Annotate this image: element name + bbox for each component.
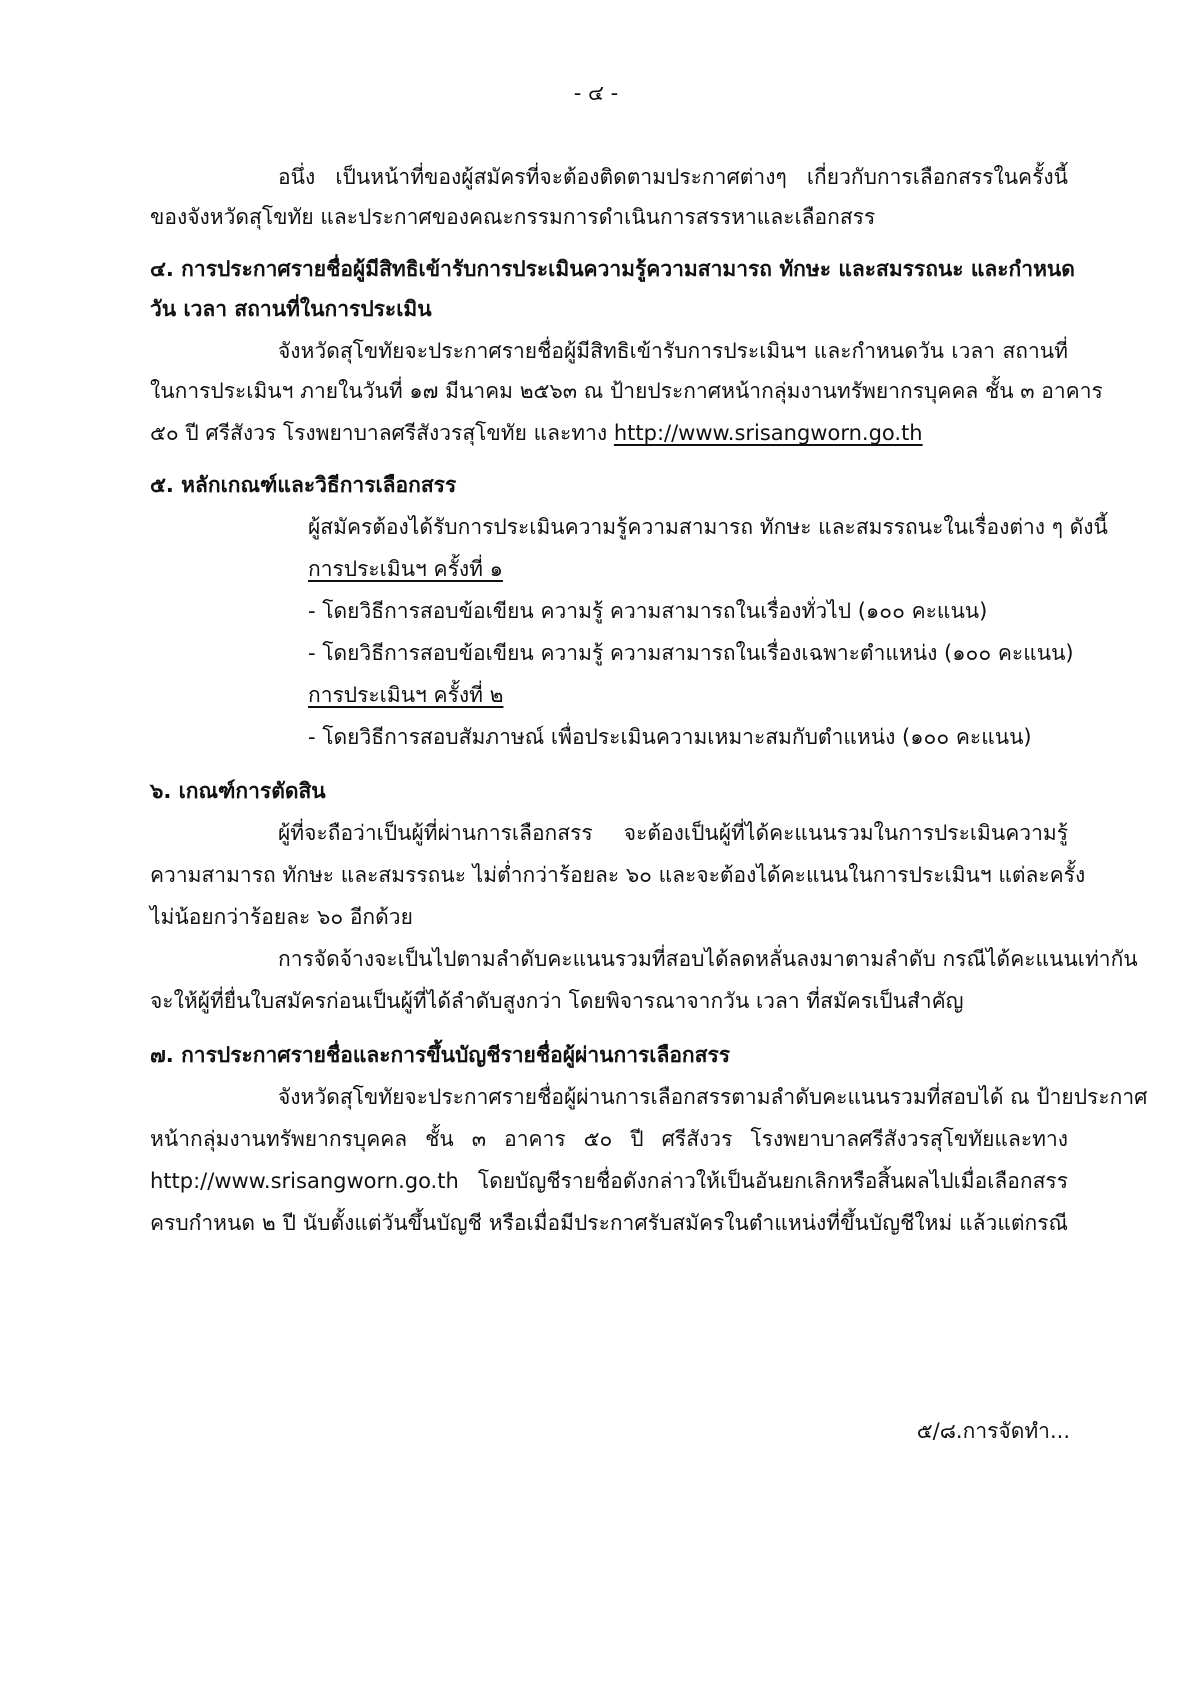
section7-line-3: http://www.srisangworn.go.th โดยบัญชีรายชื่อดังกล่าวให้เป็นอันยกเลิกหรือสิ้นผลไปเมื่อเลือกสรร — [150, 1169, 1068, 1193]
section4-heading-line-2: วัน เวลา สถานที่ในการประเมิน — [150, 297, 432, 321]
intro-line-1: อนึ่ง เป็นหน้าที่ของผู้สมัครที่จะต้องติดตามประกาศต่างๆ เกี่ยวกับการเลือกสรรในครั้งนี้ — [278, 165, 1068, 189]
section6-p2-line-2: จะให้ผู้ที่ยื่นใบสมัครก่อนเป็นผู้ที่ได้ลำดับสูงกว่า โดยพิจารณาจากวัน เวลา ที่สมัครเป็นสำคัญ — [150, 989, 964, 1013]
section5-round1-item-1: - โดยวิธีการสอบข้อเขียน ความรู้ ความสามารถในเรื่องทั่วไป (๑๐๐ คะแนน) — [308, 599, 988, 623]
section4-body-line-2: ในการประเมินฯ ภายในวันที่ ๑๗ มีนาคม ๒๕๖๓ ณ ป้ายประกาศหน้ากลุ่มงานทรัพยากรบุคคล ชั้น ๓ อาคาร — [150, 379, 1103, 403]
section6-heading: ๖. เกณฑ์การตัดสิน — [150, 779, 326, 803]
continuation-marker: ๕/๘.การจัดทำ... — [916, 1419, 1070, 1443]
section7-line-1: จังหวัดสุโขทัยจะประกาศรายชื่อผู้ผ่านการเลือกสรรตามลำดับคะแนนรวมที่สอบได้ ณ ป้ายประกาศ — [278, 1085, 1148, 1109]
section6-p1-line-3: ไม่น้อยกว่าร้อยละ ๖๐ อีกด้วย — [150, 905, 413, 929]
section5-heading: ๕. หลักเกณฑ์และวิธีการเลือกสรร — [150, 473, 457, 497]
intro-line-2: ของจังหวัดสุโขทัย และประกาศของคณะกรรมการดำเนินการสรรหาและเลือกสรร — [150, 205, 876, 229]
section6-p1-line-2: ความสามารถ ทักษะ และสมรรถนะ ไม่ต่ำกว่าร้อยละ ๖๐ และจะต้องได้คะแนนในการประเมินฯ แต่ละครั้ง — [150, 863, 1086, 887]
section7-line-2: หน้ากลุ่มงานทรัพยากรบุคคล ชั้น ๓ อาคาร ๕๐ ปี ศรีสังวร โรงพยาบาลศรีสังวรสุโขทัยและทาง — [150, 1127, 1068, 1151]
section4-heading-line-1: ๔. การประกาศรายชื่อผู้มีสิทธิเข้ารับการประเมินความรู้ความสามารถ ทักษะ และสมรรถนะ และกำหนด — [150, 257, 1075, 281]
section4-body-line-3 — [150, 418, 1068, 448]
section4-body-line-3-text: ๕๐ ปี ศรีสังวร โรงพยาบาลศรีสังวรสุโขทัย และทาง — [150, 421, 614, 445]
section6-p1-line-1: ผู้ที่จะถือว่าเป็นผู้ที่ผ่านการเลือกสรร จะต้องเป็นผู้ที่ได้คะแนนรวมในการประเมินความรู้ — [278, 821, 1068, 845]
section5-round2-item-1: - โดยวิธีการสอบสัมภาษณ์ เพื่อประเมินความเหมาะสมกับตำแหน่ง (๑๐๐ คะแนน) — [308, 725, 1032, 749]
section6-p2-line-1: การจัดจ้างจะเป็นไปตามลำดับคะแนนรวมที่สอบได้ลดหลั่นลงมาตามลำดับ กรณีได้คะแนนเท่ากัน — [278, 947, 1138, 971]
section5-round1-item-2: - โดยวิธีการสอบข้อเขียน ความรู้ ความสามารถในเรื่องเฉพาะตำแหน่ง (๑๐๐ คะแนน) — [308, 641, 1074, 665]
section7-line-4: ครบกำหนด ๒ ปี นับตั้งแต่วันขึ้นบัญชี หรือเมื่อมีประกาศรับสมัครในตำแหน่งที่ขึ้นบัญชีใหม่ แล้วแต่กรณี — [150, 1211, 1068, 1235]
page-number: - ๔ - — [573, 81, 619, 105]
section4-body-line-1: จังหวัดสุโขทัยจะประกาศรายชื่อผู้มีสิทธิเข้ารับการประเมินฯ และกำหนดวัน เวลา สถานที่ — [278, 339, 1068, 363]
section5-intro: ผู้สมัครต้องได้รับการประเมินความรู้ความสามารถ ทักษะ และสมรรถนะในเรื่องต่าง ๆ ดังนี้ — [308, 515, 1108, 539]
section5-round2-title: การประเมินฯ ครั้งที่ ๒ — [308, 683, 504, 707]
section5-round1-title: การประเมินฯ ครั้งที่ ๑ — [308, 557, 503, 581]
section7-heading: ๗. การประกาศรายชื่อและการขึ้นบัญชีรายชื่อผู้ผ่านการเลือกสรร — [150, 1043, 731, 1067]
srisangworn-website-link[interactable]: http://www.srisangworn.go.th — [613, 421, 923, 445]
